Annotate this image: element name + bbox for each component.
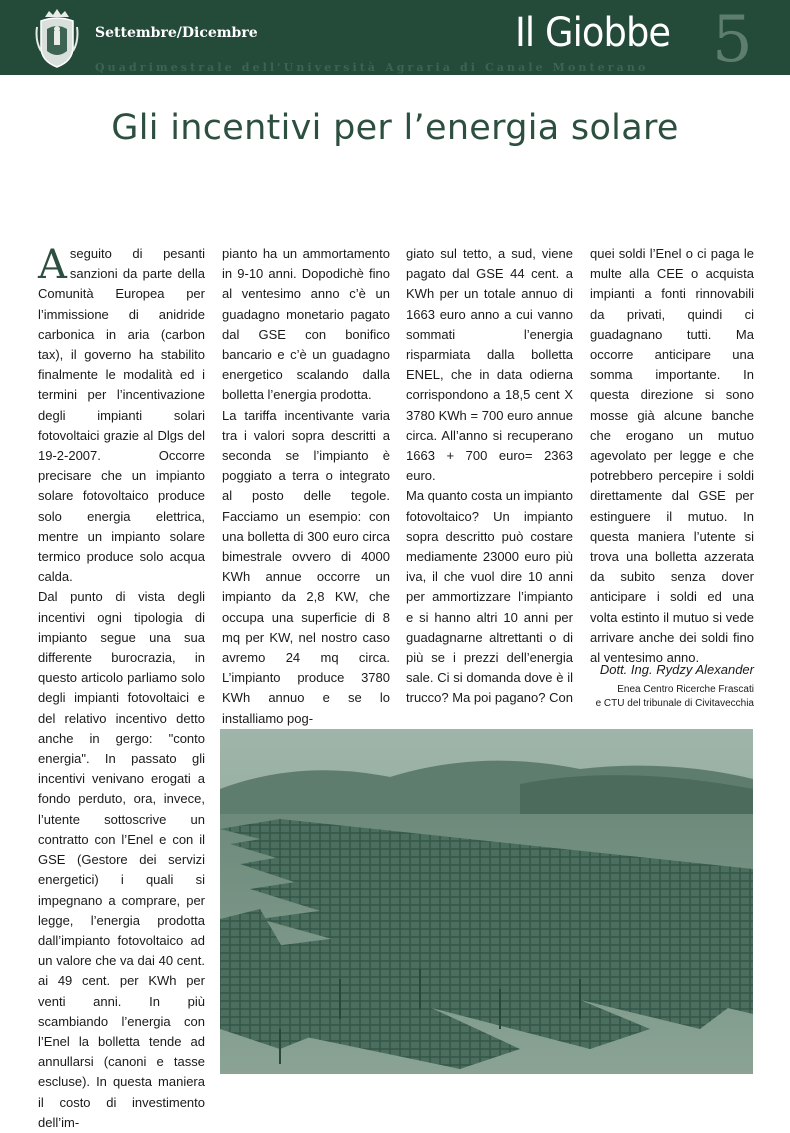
text-column-2 xyxy=(222,244,390,729)
paragraph xyxy=(38,244,205,587)
author-affiliation xyxy=(560,683,754,711)
paragraph-text: seguito di pesanti sanzioni da parte della Comunità Europea per l’immissione di anidride carbonica in aria (carbon tax), il governo ha stabilito finalmente le modalità ed i termini per l’incentivazione degli impianti solari fotovoltaici grazie al Dlgs del 19-2-2007. Occorre precisare che un impianto solare fotovoltaico produce solo energia elettrica, mentre un impianto solare termico produce solo acqua calda. xyxy=(38,246,205,585)
paragraph: Dal punto di vista degli incentivi ogni tipologia di impianto segue una sua differente burocrazia, in questo articolo parliamo solo degli impianti fotovoltaici e del relativo incentivo detto anche in gergo: "conto energia". In passato gli incentivi venivano erogati a fondo perduto, ora, invece, l’utente sottoscrive un contratto con l’Enel e con il GSE (Gestore dei servizi energetici) i quali si impegnano a comprare, per legge, l’energia prodotta dall’impianto fotovoltaico ad un valore che va dai 40 cent. ai 49 cent. per KWh per venti anni. In più scambiando l’energia con l’Enel la bolletta tende ad annullarsi (canoni e tasse escluse). In questa maniera il costo di investimento dell’im- xyxy=(38,589,205,1130)
affiliation-line: Enea Centro Ricerche Frascati xyxy=(617,684,754,695)
paragraph: giato sul tetto, a sud, viene pagato dal GSE 44 cent. a KWh per un totale annuo di 1663 euro anno a cui vanno sommati l’energia risparmiata dalla bolletta ENEL, che in data odierna corrispondono a 18,5 cent X 3780 KWh = 700 euro annue circa. All’anno si recuperano 1663 + 700 euro= 2363 euro. xyxy=(406,246,573,484)
author-name: Dott. Ing. Rydzy Alexander xyxy=(599,662,754,677)
text-column-3 xyxy=(406,244,573,709)
text-column-4 xyxy=(590,244,754,668)
magazine-tagline: Quadrimestrale dell'Università Agraria di Canale Monterano xyxy=(95,61,649,74)
drop-cap: A xyxy=(38,242,67,288)
coat-of-arms-icon xyxy=(35,7,79,69)
affiliation-line: e CTU del tribunale di Civitavecchia xyxy=(595,698,754,709)
paragraph: Ma quanto costa un impianto fotovoltaico? Un impianto sopra descritto può costare mediamente 23000 euro più iva, il che vuol dire 10 anni per ammortizzare l’impianto e si hanno altri 10 anni per guadagnarne altrettanti o di più se i prezzi dell’energia sale. Ci si domanda dove è il trucco? Ma poi pagano? Con xyxy=(406,488,573,706)
article-title: Gli incentivi per l’energia solare xyxy=(111,108,679,148)
text-column-1 xyxy=(38,244,205,1133)
masthead xyxy=(0,0,790,75)
magazine-name: Il Giobbe xyxy=(515,10,671,56)
paragraph: quei soldi l’Enel o ci paga le multe alla CEE o acquista impianti a fonti rinnovabili da privati, quindi ci guadagnano tutti. Ma occorre anticipare una somma importante. In questa direzione si sono mosse già alcune banche che erogano un mutuo agevolato per legge e che potrebbero percepire i soldi direttamente dal GSE per estinguere il mutuo. In questa maniera l’utente si trova una bolletta azzerata da subito senza dover anticipare i soldi ed una volta estinto il mutuo si vede arrivare anche dei soldi fino al ventesimo anno. xyxy=(590,246,754,666)
paragraph: pianto ha un ammortamento in 9-10 anni. Dopodichè fino al ventesimo anno c’è un guadagno monetario pagato dal GSE con bonifico bancario e c’è un guadagno energetico scalando dalla bolletta l’energia prodotta. xyxy=(222,246,390,403)
solar-panels-photo xyxy=(220,729,753,1074)
issue-period: Settembre/Dicembre xyxy=(95,25,258,41)
paragraph: La tariffa incentivante varia tra i valori sopra descritti a seconda se l’impianto è poggiato a terra o integrato al posto delle tegole. Facciamo un esempio: con una bolletta di 300 euro circa bimestrale ovvero di 4000 KWh annue occorre un impianto da 2,8 KW, che occupa una superficie di 8 mq per KW, nel nostro caso avremo 24 mq circa. L’impianto produce 3780 KWh annuo e se lo installiamo pog- xyxy=(222,407,390,726)
page-number: 5 xyxy=(712,3,753,77)
